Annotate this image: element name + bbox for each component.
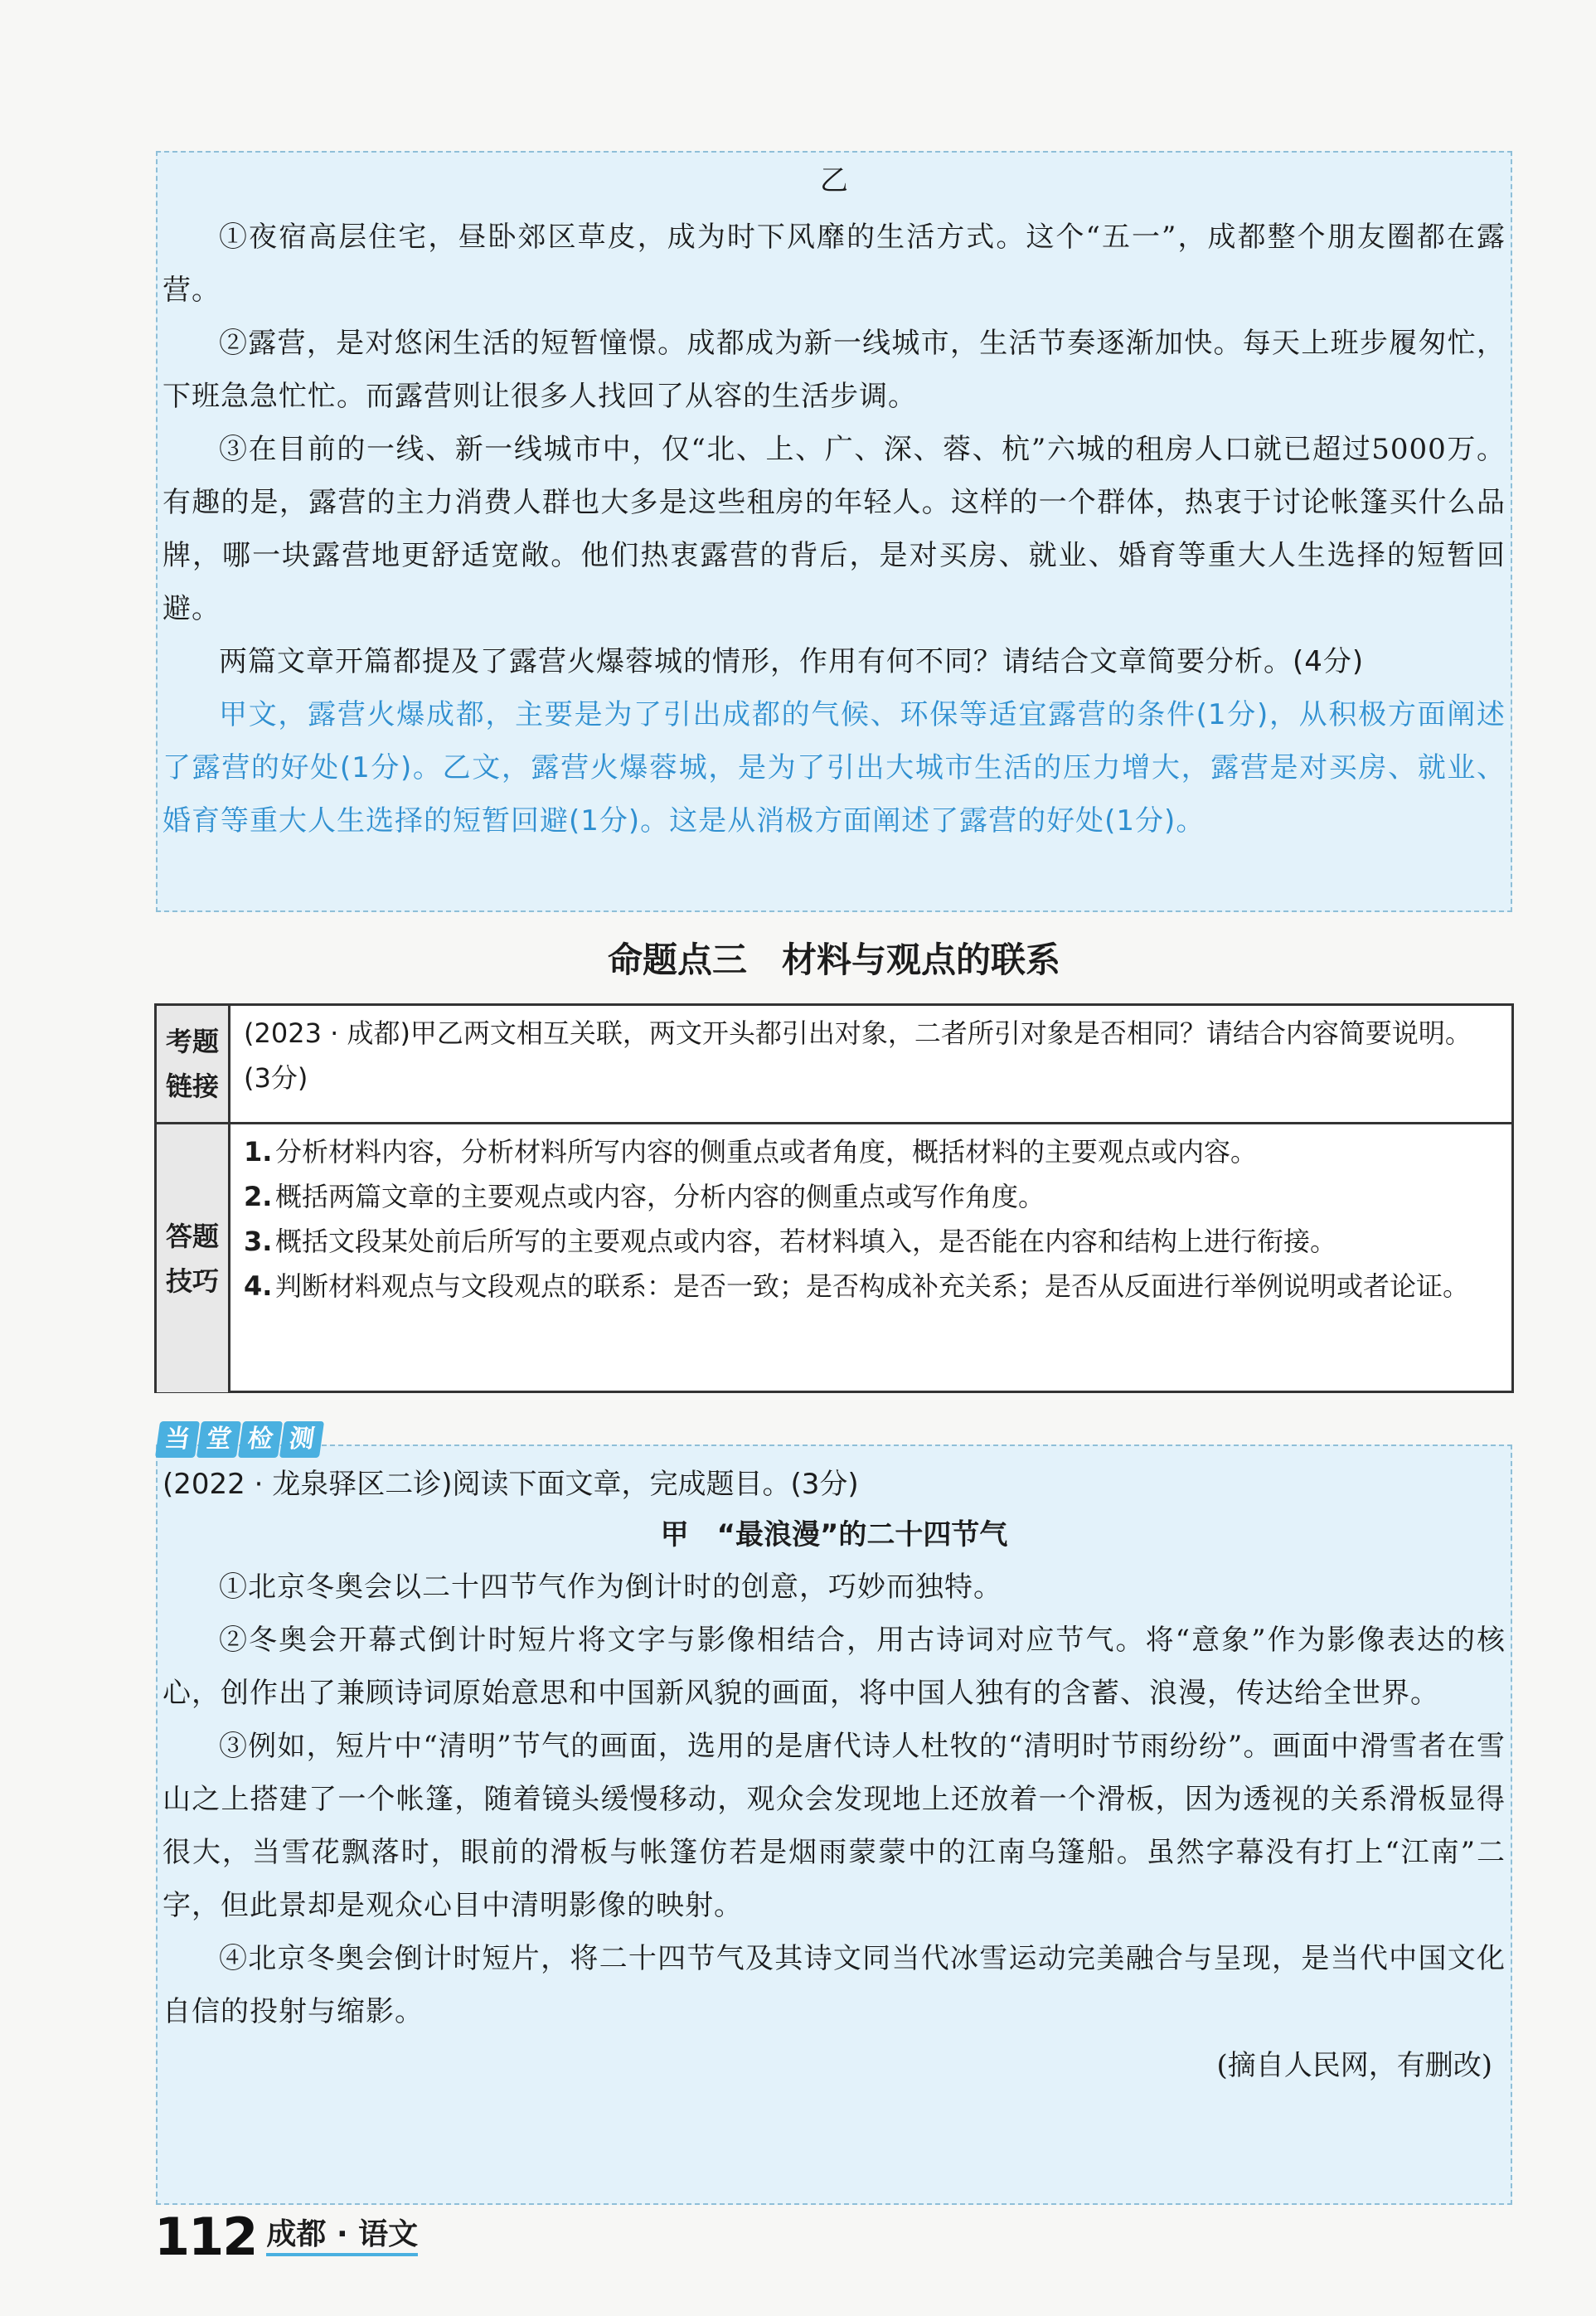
tips-table — [154, 1003, 1514, 1393]
passage-b-paragraph-3: ③在目前的一线、新一线城市中，仅“北、上、广、深、蓉、杭”六城的租房人口就已超过5000万。有趣的是，露营的主力消费人群也大多是这些租房的年轻人。这样的一个群体，热衷于讨论帐篷买什么品牌，哪一块露营地更舒适宽敞。他们热衷露营的背后，是对买房、就业、婚育等重大人生选择的短暂回避。 — [163, 433, 1506, 625]
source-note: (摘自人民网，有删改) — [1216, 2049, 1492, 2082]
book-title: 成都 · 语文 — [266, 2216, 418, 2256]
practice-title: 甲 “最浪漫”的二十四节气 — [660, 1518, 1008, 1551]
exam-link-label: 考题链接 — [157, 1006, 230, 1122]
passage-b-box — [156, 151, 1512, 912]
passage-b-paragraph-1: ①夜宿高层住宅，昼卧郊区草皮，成为时下风靡的生活方式。这个“五一”，成都整个朋友圈都在露营。 — [163, 221, 1506, 307]
practice-paragraph-1: ①北京冬奥会以二十四节气作为倒计时的创意，巧妙而独特。 — [219, 1571, 1002, 1604]
page-number: 112 — [154, 2206, 257, 2267]
tips-list — [230, 1124, 1511, 1392]
tip-item — [244, 1129, 1498, 1174]
tip-number: 3. — [244, 1226, 273, 1257]
passage-b-paragraph-2: ②露营，是对悠闲生活的短暂憧憬。成都成为新一线城市，生活节奏逐渐加快。每天上班步履匆忙，下班急急忙忙。而露营则让很多人找回了从容的生活步调。 — [163, 327, 1506, 413]
tip-number: 4. — [244, 1270, 273, 1302]
answer-text: 甲文，露营火爆成都，主要是为了引出成都的气候、环保等适宜露营的条件(1分)，从积极方面阐述了露营的好处(1分)。乙文，露营火爆蓉城，是为了引出大城市生活的压力增大，露营是对买房、就业、婚育等重大人生选择的短暂回避(1分)。这是从消极方面阐述了露营的好处(1分)。 — [163, 698, 1506, 838]
tip-text: 概括两篇文章的主要观点或内容，分析内容的侧重点或写作角度。 — [275, 1181, 1045, 1212]
question-text: 两篇文章开篇都提及了露营火爆蓉城的情形，作用有何不同？请结合文章简要分析。(4分) — [219, 645, 1365, 678]
badge-char: 测 — [279, 1421, 324, 1458]
exam-link-row — [157, 1006, 1511, 1124]
practice-paragraph-2: ②冬奥会开幕式倒计时短片将文字与影像相结合，用古诗词对应节气。将“意象”作为影像表达的核心，创作出了兼顾诗词原始意思和中国新风貌的画面，将中国人独有的含蓄、浪漫，传达给全世界。 — [163, 1624, 1506, 1710]
practice-badge — [158, 1421, 322, 1461]
exam-link-text: (2023 · 成都)甲乙两文相互关联，两文开头都引出对象，二者所引对象是否相同？请结合内容简要说明。(3分) — [244, 1017, 1472, 1094]
tip-number: 1. — [244, 1136, 273, 1168]
badge-char: 堂 — [196, 1421, 241, 1458]
tip-text: 判断材料观点与文段观点的联系：是否一致；是否构成补充关系；是否从反面进行举例说明或者论证。 — [275, 1270, 1470, 1302]
tips-label: 答题技巧 — [157, 1124, 230, 1392]
tips-row — [157, 1124, 1511, 1392]
badge-char: 当 — [155, 1421, 200, 1458]
tip-text: 分析材料内容，分析材料所写内容的侧重点或者角度，概括材料的主要观点或内容。 — [275, 1136, 1258, 1168]
practice-paragraph-4: ④北京冬奥会倒计时短片，将二十四节气及其诗文同当代冰雪运动完美融合与呈现，是当代中国文化自信的投射与缩影。 — [163, 1942, 1506, 2028]
tip-text: 概括文段某处前后所写的主要观点或内容，若材料填入，是否能在内容和结构上进行衔接。 — [275, 1226, 1337, 1257]
tip-number: 2. — [244, 1181, 273, 1212]
tip-item — [244, 1264, 1498, 1309]
badge-char: 检 — [238, 1421, 283, 1458]
tip-item — [244, 1174, 1498, 1219]
page-footer — [154, 2207, 418, 2265]
section-title: 命题点三 材料与观点的联系 — [607, 940, 1060, 980]
tip-item — [244, 1219, 1498, 1264]
practice-paragraph-3: ③例如，短片中“清明”节气的画面，选用的是唐代诗人杜牧的“清明时节雨纷纷”。画面中滑雪者在雪山之上搭建了一个帐篷，随着镜头缓慢移动，观众会发现地上还放着一个滑板，因为透视的关系滑板显得很大，当雪花飘落时，眼前的滑板与帐篷仿若是烟雨蒙蒙中的江南乌篷船。虽然字幕没有打上“江南”二字，但此景却是观众心目中清明影像的映射。 — [163, 1730, 1506, 1922]
practice-lead: (2022 · 龙泉驿区二诊)阅读下面文章，完成题目。(3分) — [163, 1468, 859, 1501]
passage-b-title: 乙 — [820, 164, 848, 197]
practice-box — [156, 1444, 1512, 2205]
